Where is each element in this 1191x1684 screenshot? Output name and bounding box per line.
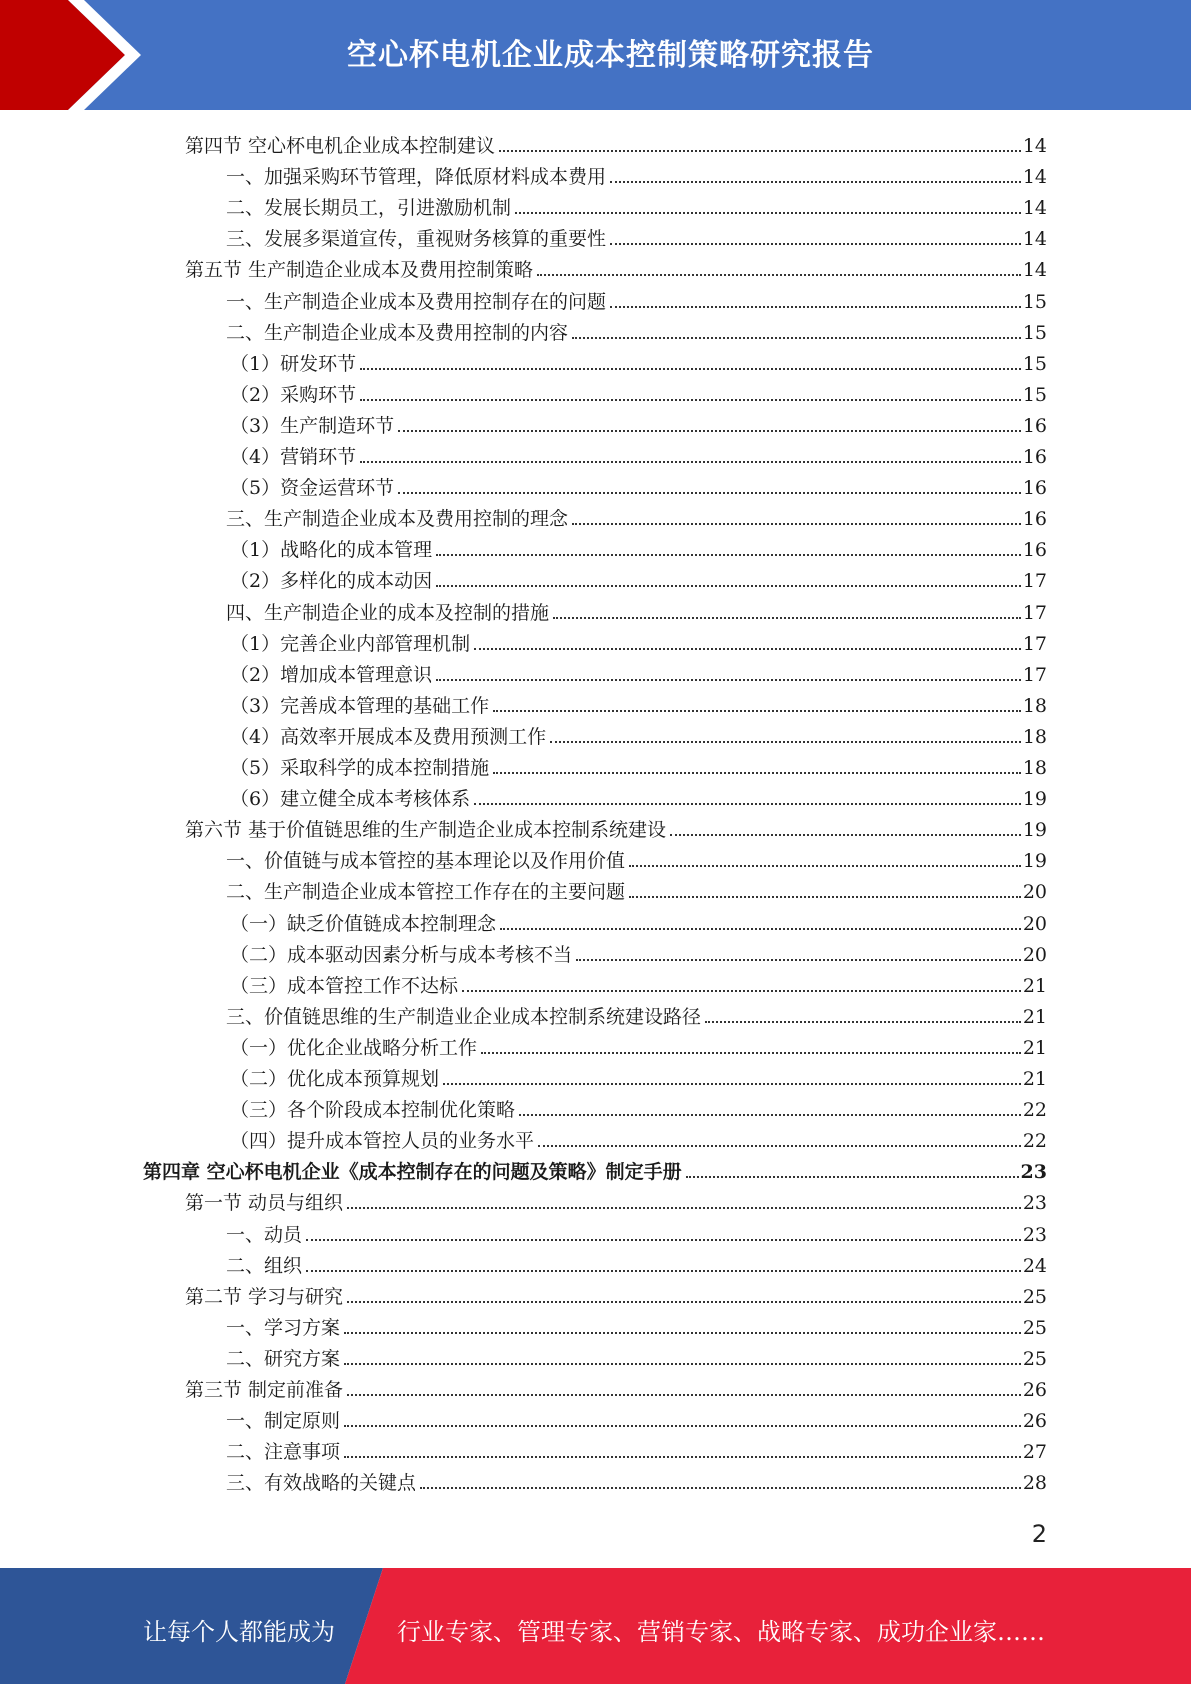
toc-dot-leader — [474, 802, 1021, 805]
toc-entry[interactable] — [226, 1402, 1047, 1433]
toc-dot-leader — [436, 678, 1021, 681]
toc-entry-page: 16 — [1022, 508, 1047, 530]
toc-entry-label: 一、生产制造企业成本及费用控制存在的问题 — [226, 291, 607, 313]
toc-entry-label: （一）缺乏价值链成本控制理念 — [230, 913, 497, 935]
toc-entry-page: 21 — [1022, 1068, 1047, 1090]
toc-entry[interactable] — [230, 780, 1047, 811]
toc-entry-page: 26 — [1022, 1410, 1047, 1432]
toc-dot-leader — [398, 491, 1021, 494]
toc-dot-leader — [347, 1300, 1021, 1303]
toc-entry-label: （3）生产制造环节 — [230, 415, 395, 437]
toc-entry-page: 17 — [1022, 570, 1047, 592]
toc-entry-label: （6）建立健全成本考核体系 — [230, 788, 471, 810]
toc-entry-label: 第四节 空心杯电机企业成本控制建议 — [185, 135, 496, 157]
toc-entry-label: 一、制定原则 — [226, 1410, 341, 1432]
toc-dot-leader — [398, 429, 1021, 432]
footer-slogan-right: 行业专家、管理专家、营销专家、战略专家、成功企业家…… — [397, 1618, 1045, 1646]
toc-dot-leader — [538, 1144, 1021, 1147]
toc-dot-leader — [344, 1331, 1021, 1334]
toc-entry-label: 二、组织 — [226, 1255, 303, 1277]
toc-dot-leader — [474, 647, 1021, 650]
toc-entry-page: 17 — [1022, 664, 1047, 686]
toc-dot-leader — [436, 553, 1021, 556]
toc-entry-page: 16 — [1022, 415, 1047, 437]
toc-entry-page: 20 — [1022, 881, 1047, 903]
toc-entry-page: 23 — [1020, 1161, 1047, 1183]
toc-entry-label: （1）完善企业内部管理机制 — [230, 633, 471, 655]
toc-entry-page: 19 — [1022, 788, 1047, 810]
toc-entry[interactable] — [230, 1029, 1047, 1060]
toc-dot-leader — [610, 180, 1021, 183]
toc-dot-leader — [306, 1269, 1021, 1272]
page-footer — [0, 1568, 1191, 1684]
toc-entry-label: 二、生产制造企业成本及费用控制的内容 — [226, 322, 569, 344]
toc-entry-page: 14 — [1022, 166, 1047, 188]
toc-entry-page: 21 — [1022, 1006, 1047, 1028]
toc-entry[interactable] — [230, 1091, 1047, 1122]
toc-entry-page: 22 — [1022, 1099, 1047, 1121]
toc-entry[interactable] — [185, 127, 1047, 158]
toc-entry-page: 15 — [1022, 291, 1047, 313]
toc-entry[interactable] — [226, 594, 1047, 625]
toc-entry[interactable] — [226, 189, 1047, 220]
toc-dot-leader — [306, 1238, 1021, 1241]
toc-entry[interactable] — [230, 718, 1047, 749]
toc-entry[interactable] — [230, 967, 1047, 998]
toc-entry-label: （4）营销环节 — [230, 446, 357, 468]
toc-entry-page: 18 — [1022, 695, 1047, 717]
toc-dot-leader — [360, 367, 1021, 370]
toc-entry[interactable] — [230, 687, 1047, 718]
toc-dot-leader — [499, 149, 1021, 152]
toc-dot-leader — [344, 1424, 1021, 1427]
toc-dot-leader — [553, 616, 1021, 619]
toc-entry-label: 第六节 基于价值链思维的生产制造企业成本控制系统建设 — [185, 819, 667, 841]
toc-entry-page: 18 — [1022, 726, 1047, 748]
toc-entry-page: 22 — [1022, 1130, 1047, 1152]
document-title: 空心杯电机企业成本控制策略研究报告 — [347, 38, 874, 73]
toc-entry-page: 26 — [1022, 1379, 1047, 1401]
toc-entry-page: 15 — [1022, 353, 1047, 375]
toc-entry-label: 三、有效战略的关键点 — [226, 1472, 417, 1494]
toc-entry-label: 二、研究方案 — [226, 1348, 341, 1370]
toc-entry[interactable] — [230, 407, 1047, 438]
toc-dot-leader — [576, 958, 1021, 961]
toc-dot-leader — [344, 1455, 1021, 1458]
toc-entry[interactable] — [230, 936, 1047, 967]
toc-dot-leader — [344, 1362, 1021, 1365]
toc-entry-page: 14 — [1022, 228, 1047, 250]
toc-dot-leader — [705, 1020, 1021, 1023]
toc-dot-leader — [670, 833, 1021, 836]
toc-entry-page: 14 — [1022, 135, 1047, 157]
toc-entry[interactable] — [226, 1309, 1047, 1340]
page-header — [0, 0, 1191, 110]
footer-slogan-left: 让每个人都能成为 — [143, 1618, 335, 1646]
toc-entry[interactable] — [226, 500, 1047, 531]
toc-dot-leader — [537, 273, 1021, 276]
toc-entry-label: （5）资金运营环节 — [230, 477, 395, 499]
toc-entry[interactable] — [230, 1060, 1047, 1091]
toc-entry-label: 四、生产制造企业的成本及控制的措施 — [226, 602, 550, 624]
toc-dot-leader — [629, 895, 1021, 898]
toc-entry-label: （四）提升成本管控人员的业务水平 — [230, 1130, 535, 1152]
toc-entry-label: （2）采购环节 — [230, 384, 357, 406]
toc-entry-label: （二）成本驱动因素分析与成本考核不当 — [230, 944, 573, 966]
toc-entry[interactable] — [230, 376, 1047, 407]
toc-dot-leader — [515, 211, 1021, 214]
toc-dot-leader — [572, 336, 1021, 339]
toc-entry-label: 三、生产制造企业成本及费用控制的理念 — [226, 508, 569, 530]
toc-entry-page: 23 — [1022, 1224, 1047, 1246]
toc-entry-label: （2）多样化的成本动因 — [230, 570, 433, 592]
toc-dot-leader — [572, 522, 1021, 525]
toc-entry-label: （4）高效率开展成本及费用预测工作 — [230, 726, 547, 748]
toc-entry-page: 27 — [1022, 1441, 1047, 1463]
toc-entry-page: 24 — [1022, 1255, 1047, 1277]
toc-entry-page: 18 — [1022, 757, 1047, 779]
toc-entry-page: 20 — [1022, 944, 1047, 966]
toc-entry-label: （三）各个阶段成本控制优化策略 — [230, 1099, 516, 1121]
toc-dot-leader — [629, 864, 1021, 867]
toc-entry[interactable] — [226, 314, 1047, 345]
toc-entry-label: （1）战略化的成本管理 — [230, 539, 433, 561]
toc-entry-page: 14 — [1022, 197, 1047, 219]
toc-entry-label: 一、动员 — [226, 1224, 303, 1246]
toc-entry-label: （2）增加成本管理意识 — [230, 664, 433, 686]
toc-entry-page: 17 — [1022, 633, 1047, 655]
toc-entry[interactable] — [230, 531, 1047, 562]
toc-entry-label: 第二节 学习与研究 — [185, 1286, 344, 1308]
toc-dot-leader — [500, 927, 1021, 930]
toc-entry-label: 第四章 空心杯电机企业《成本控制存在的问题及策略》制定手册 — [143, 1161, 682, 1183]
toc-entry-page: 15 — [1022, 384, 1047, 406]
toc-entry-page: 16 — [1022, 446, 1047, 468]
toc-entry[interactable] — [226, 220, 1047, 251]
toc-entry[interactable] — [230, 345, 1047, 376]
toc-entry-label: （5）采取科学的成本控制措施 — [230, 757, 490, 779]
toc-entry[interactable] — [226, 1433, 1047, 1464]
toc-dot-leader — [360, 460, 1021, 463]
toc-entry[interactable] — [226, 1247, 1047, 1278]
toc-dot-leader — [550, 740, 1021, 743]
toc-entry-label: 一、学习方案 — [226, 1317, 341, 1339]
toc-entry-page: 25 — [1022, 1317, 1047, 1339]
toc-dot-leader — [347, 1206, 1021, 1209]
toc-dot-leader — [481, 1051, 1021, 1054]
toc-dot-leader — [686, 1175, 1019, 1178]
toc-entry[interactable] — [230, 656, 1047, 687]
toc-entry-label: 二、注意事项 — [226, 1441, 341, 1463]
toc-entry[interactable] — [226, 283, 1047, 314]
toc-entry-label: 第三节 制定前准备 — [185, 1379, 344, 1401]
toc-entry[interactable] — [185, 1278, 1047, 1309]
toc-entry-label: 第五节 生产制造企业成本及费用控制策略 — [185, 259, 534, 281]
toc-entry[interactable] — [226, 1464, 1047, 1495]
toc-entry-label: 三、发展多渠道宣传，重视财务核算的重要性 — [226, 228, 607, 250]
toc-chapter-entry[interactable] — [143, 1153, 1047, 1184]
toc-entry[interactable] — [230, 749, 1047, 780]
toc-entry-label: （三）成本管控工作不达标 — [230, 975, 459, 997]
page-number: 2 — [1031, 1520, 1047, 1548]
toc-entry[interactable] — [226, 158, 1047, 189]
toc-entry-page: 15 — [1022, 322, 1047, 344]
toc-entry-label: （1）研发环节 — [230, 353, 357, 375]
toc-entry-label: 二、发展长期员工，引进激励机制 — [226, 197, 512, 219]
toc-entry[interactable] — [230, 625, 1047, 656]
toc-entry[interactable] — [226, 842, 1047, 873]
toc-entry-label: 一、加强采购环节管理，降低原材料成本费用 — [226, 166, 607, 188]
toc-entry-page: 17 — [1022, 602, 1047, 624]
toc-entry[interactable] — [226, 873, 1047, 904]
toc-entry[interactable] — [230, 1122, 1047, 1153]
toc-entry-page: 25 — [1022, 1286, 1047, 1308]
toc-entry-page: 28 — [1022, 1472, 1047, 1494]
toc-dot-leader — [360, 398, 1021, 401]
toc-dot-leader — [347, 1393, 1021, 1396]
toc-entry-page: 25 — [1022, 1348, 1047, 1370]
toc-entry-page: 16 — [1022, 539, 1047, 561]
toc-entry[interactable] — [185, 1371, 1047, 1402]
toc-entry-page: 23 — [1022, 1192, 1047, 1214]
toc-dot-leader — [443, 1082, 1021, 1085]
toc-entry-label: 一、价值链与成本管控的基本理论以及作用价值 — [226, 850, 626, 872]
toc-dot-leader — [420, 1486, 1021, 1489]
toc-dot-leader — [436, 584, 1021, 587]
toc-entry-page: 14 — [1022, 259, 1047, 281]
toc-entry[interactable] — [226, 1216, 1047, 1247]
toc-entry-page: 20 — [1022, 913, 1047, 935]
toc-entry-label: 二、生产制造企业成本管控工作存在的主要问题 — [226, 881, 626, 903]
toc-dot-leader — [493, 709, 1021, 712]
toc-dot-leader — [610, 242, 1021, 245]
toc-entry[interactable] — [185, 811, 1047, 842]
toc-entry-label: （二）优化成本预算规划 — [230, 1068, 440, 1090]
toc-entry[interactable] — [226, 1340, 1047, 1371]
toc-entry-page: 19 — [1022, 850, 1047, 872]
toc-dot-leader — [493, 771, 1021, 774]
toc-entry-label: （一）优化企业战略分析工作 — [230, 1037, 478, 1059]
toc-entry-page: 19 — [1022, 819, 1047, 841]
toc-entry-page: 21 — [1022, 1037, 1047, 1059]
toc-entry[interactable] — [230, 438, 1047, 469]
toc-entry[interactable] — [185, 251, 1047, 282]
toc-dot-leader — [462, 989, 1021, 992]
toc-entry[interactable] — [230, 905, 1047, 936]
toc-entry-label: 三、价值链思维的生产制造业企业成本控制系统建设路径 — [226, 1006, 702, 1028]
toc-entry[interactable] — [185, 1184, 1047, 1215]
toc-entry-page: 21 — [1022, 975, 1047, 997]
toc-dot-leader — [610, 305, 1021, 308]
toc-entry-label: 第一节 动员与组织 — [185, 1192, 344, 1214]
toc-entry[interactable] — [230, 562, 1047, 593]
toc-entry[interactable] — [226, 998, 1047, 1029]
toc-entry[interactable] — [230, 469, 1047, 500]
toc-entry-page: 16 — [1022, 477, 1047, 499]
toc-entry-label: （3）完善成本管理的基础工作 — [230, 695, 490, 717]
toc-dot-leader — [519, 1113, 1021, 1116]
